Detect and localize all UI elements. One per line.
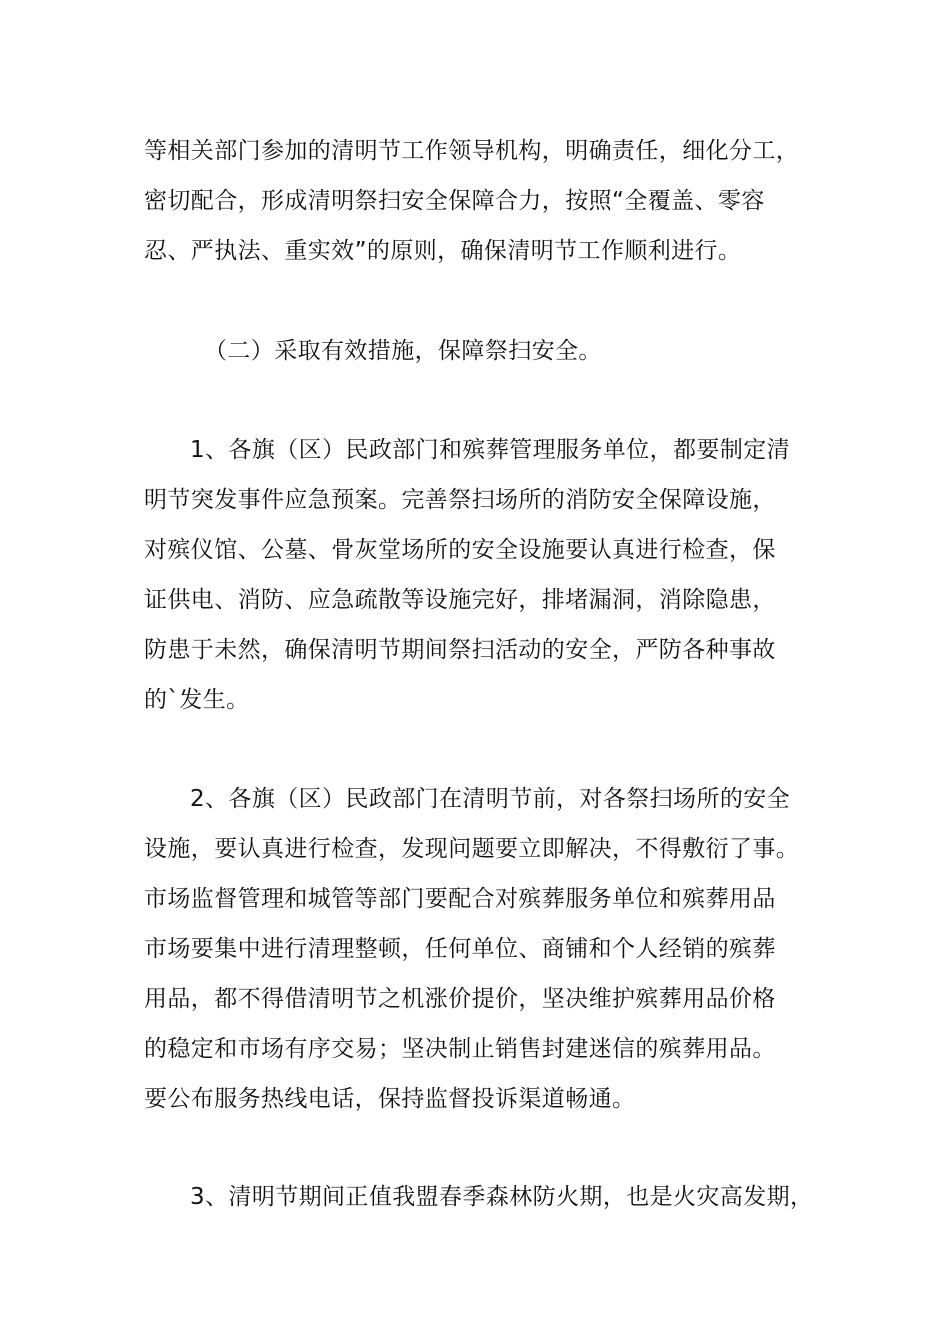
text-line: 对殡仪馆、公墓、骨灰堂场所的安全设施要认真进行检查，保: [144, 537, 776, 563]
text-line: 2、各旗（区）民政部门在清明节前，对各祭扫场所的安全: [190, 786, 791, 812]
text-line: 要公布服务热线电话，保持监督投诉渠道畅通。: [144, 1086, 636, 1112]
text-line: 防患于未然，确保清明节期间祭扫活动的安全，严防各种事故: [144, 637, 776, 663]
paragraph-item-1: [144, 425, 834, 725]
text-line: 证供电、消防、应急疏散等设施完好，排堵漏洞，消除隐患，: [144, 587, 776, 613]
text-line: 的稳定和市场有序交易；坚决制止销售封建迷信的殡葬用品。: [144, 1036, 776, 1062]
text-line: 1、各旗（区）民政部门和殡葬管理服务单位，都要制定清: [190, 437, 791, 463]
paragraph-item-3: [144, 1172, 834, 1222]
text-line: 等相关部门参加的清明节工作领导机构，明确责任，细化分工，: [144, 138, 800, 164]
text-line: 用品，都不得借清明节之机涨价提价，坚决维护殡葬用品价格: [144, 986, 776, 1012]
paragraph-leadership: [144, 126, 834, 276]
text-line: 密切配合，形成清明祭扫安全保障合力，按照“全覆盖、零容: [144, 188, 765, 214]
text-line: 的`发生。: [144, 687, 250, 713]
section-heading: [144, 326, 834, 376]
text-line: 3、清明节期间正值我盟春季森林防火期，也是火灾高发期，: [190, 1184, 814, 1210]
text-line: 市场监督管理和城管等部门要配合对殡葬服务单位和殡葬用品: [144, 886, 776, 912]
text-line: 市场要集中进行清理整顿，任何单位、商铺和个人经销的殡葬: [144, 936, 776, 962]
paragraph-item-2: [144, 774, 834, 1124]
heading-line: （二）采取有效措施，保障祭扫安全。: [204, 338, 602, 364]
text-line: 忍、严执法、重实效”的原则，确保清明节工作顺利进行。: [144, 238, 742, 264]
text-line: 设施，要认真进行检查，发现问题要立即解决，不得敷衍了事。: [144, 836, 800, 862]
text-line: 明节突发事件应急预案。完善祭扫场所的消防安全保障设施，: [144, 487, 776, 513]
